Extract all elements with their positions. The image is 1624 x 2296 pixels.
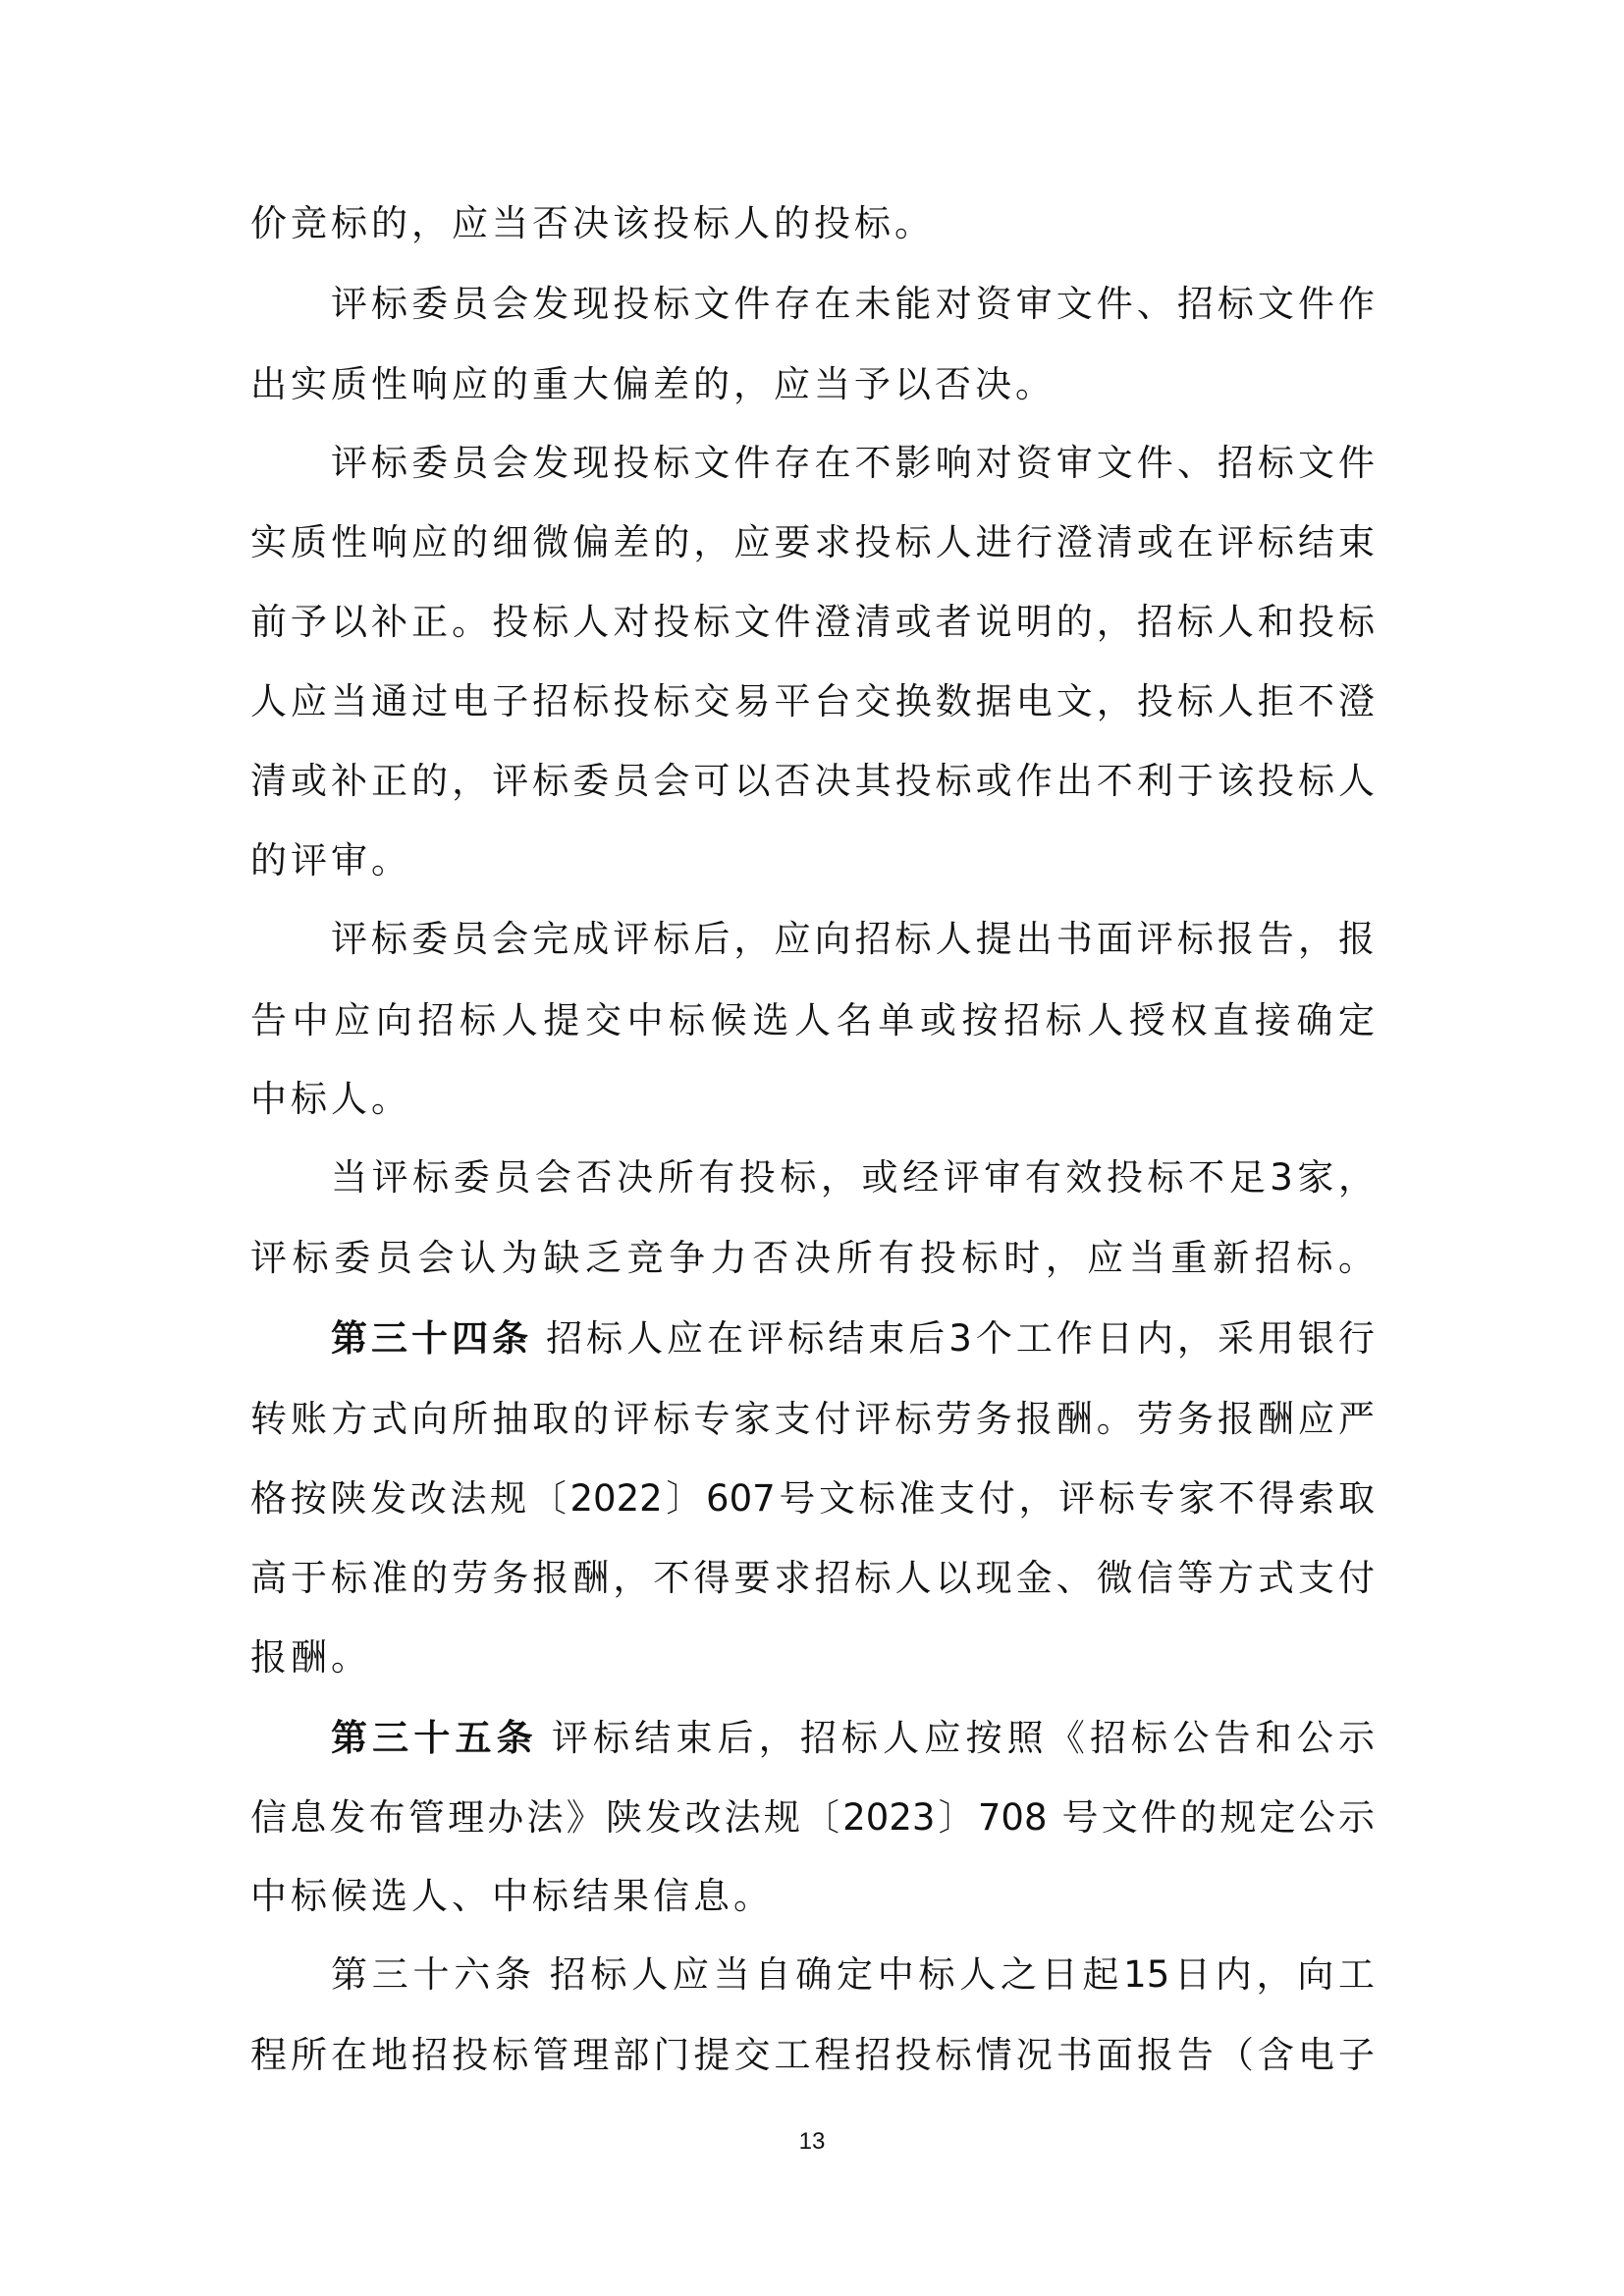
line-text: 招标人应当自确定中标人之日起15日内，向工 bbox=[549, 1953, 1375, 1996]
text-line bbox=[250, 519, 1375, 566]
article-34-line bbox=[331, 1315, 1375, 1362]
line-text: 招标人应在评标结束后3个工作日内，采用银行 bbox=[546, 1317, 1375, 1360]
text-line bbox=[250, 997, 1375, 1044]
text-line bbox=[250, 1794, 1375, 1842]
text-line bbox=[250, 1634, 1375, 1682]
line-text: 报酬。 bbox=[250, 1636, 371, 1679]
line-text: 清或补正的，评标委员会可以否决其投标或作出不利于该投标人 bbox=[250, 760, 1375, 802]
line-text: 中标人。 bbox=[250, 1078, 411, 1120]
line-text: 实质性响应的细微偏差的，应要求投标人进行澄清或在评标结束 bbox=[250, 521, 1375, 563]
line-text: 价竞标的，应当否决该投标人的投标。 bbox=[250, 202, 935, 244]
text-line bbox=[331, 916, 1375, 963]
line-text: 当评标委员会否决所有投标，或经评审有效投标不足3家， bbox=[331, 1156, 1375, 1199]
line-text: 评标委员会认为缺乏竞争力否决所有投标时，应当重新招标。 bbox=[250, 1237, 1375, 1279]
article-heading: 第三十六条 bbox=[331, 1953, 536, 1996]
line-text: 出实质性响应的重大偏差的，应当予以否决。 bbox=[250, 363, 1056, 405]
article-36-line bbox=[331, 1951, 1375, 1999]
text-line bbox=[250, 758, 1375, 805]
text-line bbox=[250, 361, 1375, 408]
article-heading: 第三十五条 bbox=[331, 1717, 538, 1759]
text-line bbox=[250, 1235, 1375, 1282]
line-text: 高于标准的劳务报酬，不得要求招标人以现金、微信等方式支付 bbox=[250, 1557, 1375, 1599]
text-line bbox=[250, 837, 1375, 884]
article-heading: 第三十四条 bbox=[331, 1317, 533, 1360]
line-text: 评标委员会完成评标后，应向招标人提出书面评标报告，报 bbox=[331, 918, 1375, 960]
text-line bbox=[250, 678, 1375, 725]
line-text: 程所在地招投标管理部门提交工程招投标情况书面报告（含电子 bbox=[250, 2034, 1375, 2076]
text-line bbox=[250, 1396, 1375, 1443]
line-text: 评标委员会发现投标文件存在未能对资审文件、招标文件作 bbox=[331, 283, 1375, 325]
text-line bbox=[331, 281, 1375, 328]
page-number: 13 bbox=[798, 2128, 826, 2155]
text-line bbox=[250, 599, 1375, 646]
line-text: 中标候选人、中标结果信息。 bbox=[250, 1875, 774, 1917]
text-line bbox=[250, 200, 1375, 247]
text-line bbox=[250, 2032, 1375, 2079]
line-text: 转账方式向所抽取的评标专家支付评标劳务报酬。劳务报酬应严 bbox=[250, 1398, 1375, 1440]
article-35-line bbox=[331, 1715, 1375, 1762]
text-line bbox=[331, 440, 1375, 487]
line-text: 告中应向招标人提交中标候选人名单或按招标人授权直接确定 bbox=[250, 999, 1375, 1041]
text-line bbox=[250, 1555, 1375, 1602]
text-line bbox=[250, 1475, 1375, 1522]
line-text: 评标委员会发现投标文件存在不影响对资审文件、招标文件 bbox=[331, 442, 1375, 484]
line-text: 信息发布管理办法》陕发改法规〔2023〕708 号文件的规定公示 bbox=[250, 1796, 1375, 1839]
line-text: 格按陕发改法规〔2022〕607号文标准支付，评标专家不得索取 bbox=[250, 1477, 1375, 1520]
text-line bbox=[331, 1154, 1375, 1201]
text-line bbox=[250, 1873, 1375, 1920]
line-text: 的评审。 bbox=[250, 839, 411, 881]
line-text: 前予以补正。投标人对投标文件澄清或者说明的，招标人和投标 bbox=[250, 601, 1375, 643]
line-text: 人应当通过电子招标投标交易平台交换数据电文，投标人拒不澄 bbox=[250, 680, 1375, 722]
text-line bbox=[250, 1076, 1375, 1123]
line-text: 评标结束后，招标人应按照《招标公告和公示 bbox=[551, 1717, 1376, 1759]
